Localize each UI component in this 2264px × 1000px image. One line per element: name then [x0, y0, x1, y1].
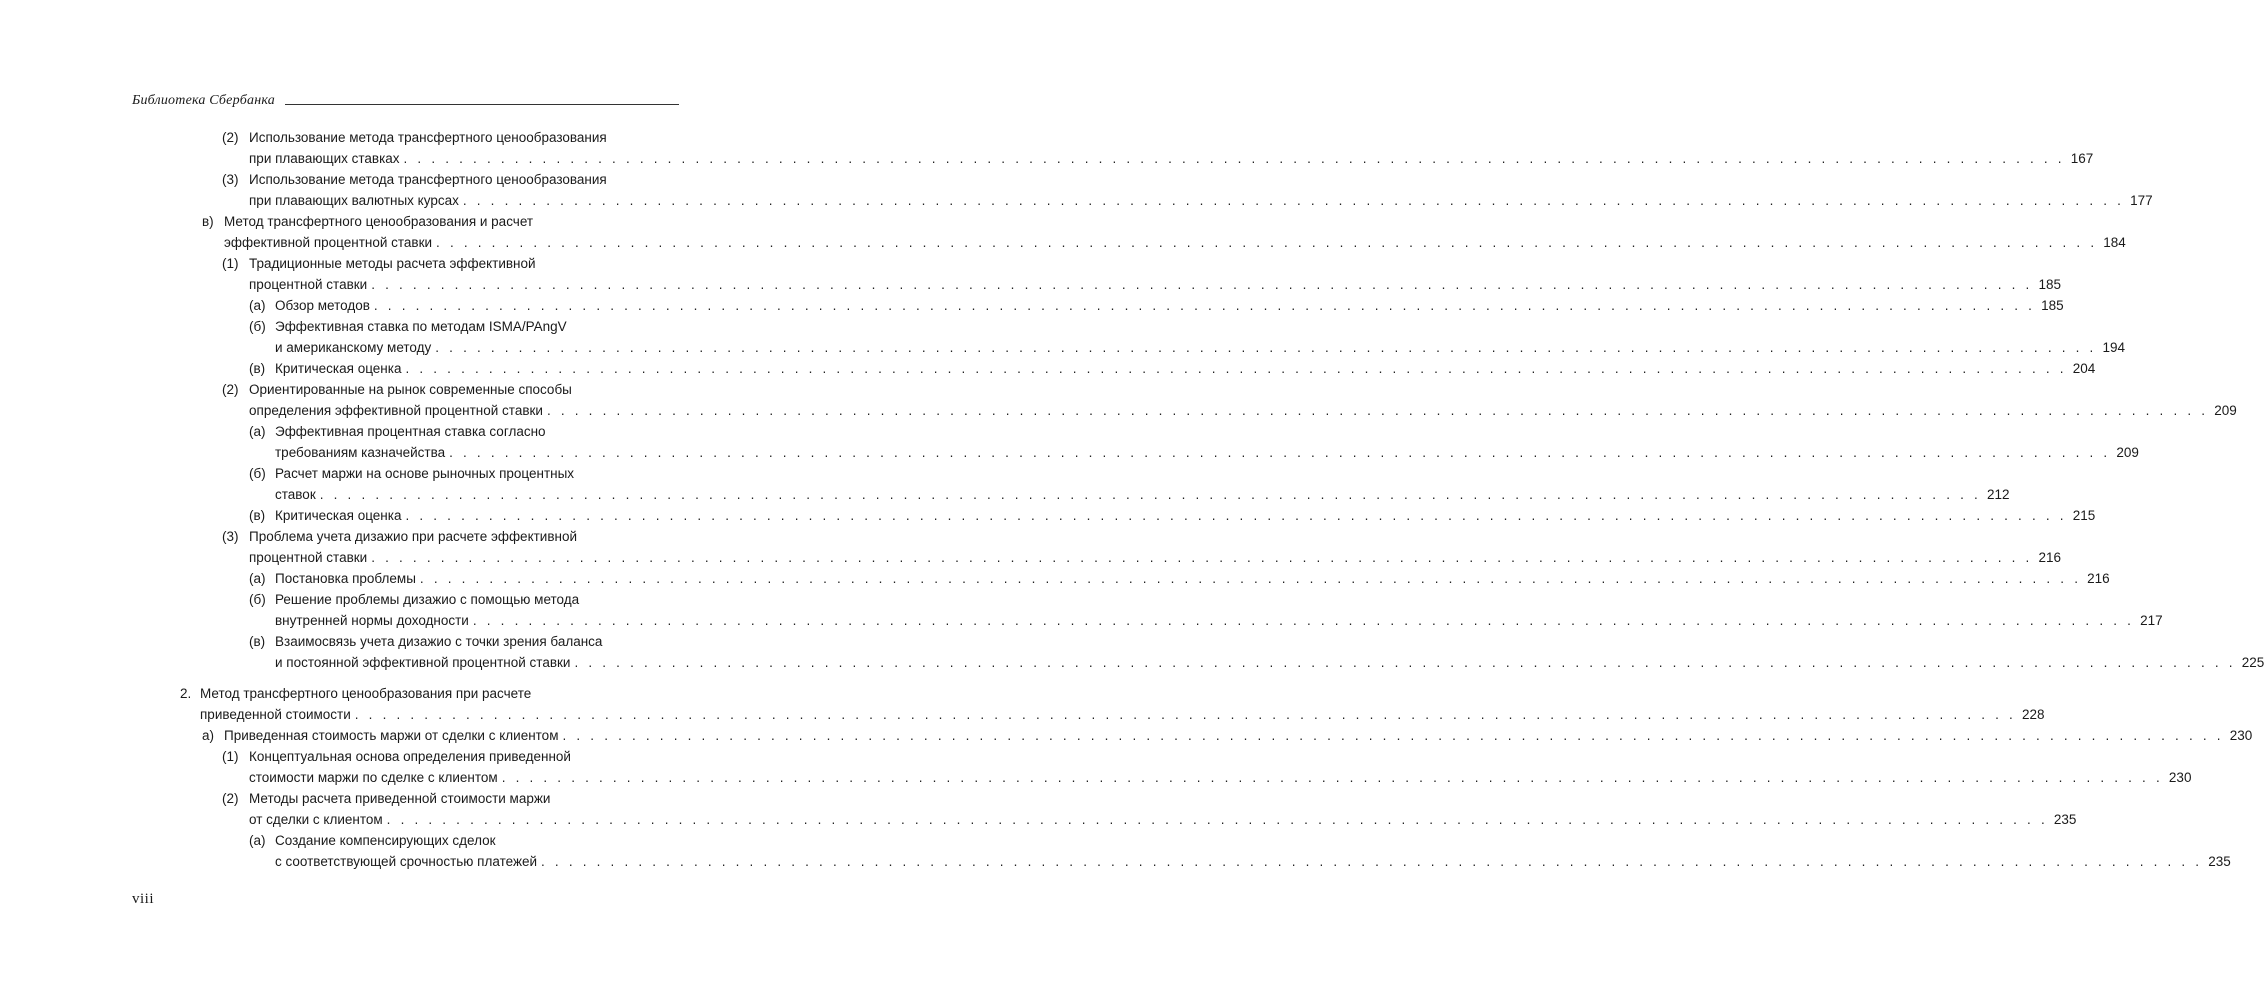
toc-entry[interactable]	[0, 526, 2061, 568]
toc-page-number: 225	[2241, 655, 2264, 670]
toc-entry[interactable]	[0, 127, 2094, 169]
toc-page-number: 185	[2038, 277, 2061, 292]
toc-entry-number: (1)	[222, 749, 239, 764]
toc-entry-title: и американскому методу	[275, 340, 432, 355]
toc-entry-title: и постоянной эффективной процентной ставки	[275, 655, 571, 670]
toc-page-number: 216	[2087, 571, 2110, 586]
toc-entry-title: Использование метода трансфертного ценообразования	[249, 130, 607, 145]
toc-entry-title: Метод трансфертного ценообразования при расчете	[200, 686, 532, 701]
toc-entry[interactable]	[0, 253, 2061, 295]
dot-leader: . . . . . . . . . . . . . . . . . . . . . . . . . . . . . . . . . . . . . . . . . . . . . . . . . . . . . . . . . . . . . . . . . . . . . . . . . . . . . . . . . . . . . . . . . . . . . . . . . . . . . . . . . . . . . . . . . . . . . . . .	[449, 445, 2111, 460]
toc-entry[interactable]	[0, 589, 2163, 631]
toc-entry[interactable]	[0, 316, 2126, 358]
toc-entry[interactable]	[0, 211, 2126, 253]
page-folio: viii	[132, 891, 155, 907]
toc-entry-number: 2.	[180, 686, 192, 701]
toc-entry-title: внутренней нормы доходности	[275, 613, 469, 628]
toc-entry-title: Концептуальная основа определения приведенной	[249, 749, 571, 764]
toc-entry-number: (а)	[249, 298, 266, 313]
dot-leader: . . . . . . . . . . . . . . . . . . . . . . . . . . . . . . . . . . . . . . . . . . . . . . . . . . . . . . . . . . . . . . . . . . . . . . . . . . . . . . . . . . . . . . . . . . . . . . . . . . . . . . . . . . . . . . . . . . . . . . . .	[541, 854, 2203, 869]
toc-page-number: 209	[2214, 403, 2237, 418]
dot-leader: . . . . . . . . . . . . . . . . . . . . . . . . . . . . . . . . . . . . . . . . . . . . . . . . . . . . . . . . . . . . . . . . . . . . . . . . . . . . . . . . . . . . . . . . . . . . . . . . . . . . . . . . . . . . . . . . . . . . . . . .	[436, 235, 2098, 250]
toc-entry[interactable]	[0, 421, 2139, 463]
toc-entry[interactable]	[0, 683, 2045, 725]
dot-leader: . . . . . . . . . . . . . . . . . . . . . . . . . . . . . . . . . . . . . . . . . . . . . . . . . . . . . . . . . . . . . . . . . . . . . . . . . . . . . . . . . . . . . . . . . . . . . . . . . . . . . . . . . . . . . . . . . . . . . . . .	[546, 403, 2209, 418]
toc-entry-number: (2)	[222, 382, 239, 397]
dot-leader: . . . . . . . . . . . . . . . . . . . . . . . . . . . . . . . . . . . . . . . . . . . . . . . . . . . . . . . . . . . . . . . . . . . . . . . . . . . . . . . . . . . . . . . . . . . . . . . . . . . . . . . . . . . . . . . . . . . . . . . .	[386, 812, 2048, 827]
toc-entry-title: стоимости маржи по сделке с клиентом	[249, 770, 498, 785]
toc-page-number: 185	[2041, 298, 2064, 313]
toc-entry-title: Эффективная процентная ставка согласно	[275, 424, 546, 439]
toc-page-number: 215	[2072, 508, 2096, 523]
dot-leader: . . . . . . . . . . . . . . . . . . . . . . . . . . . . . . . . . . . . . . . . . . . . . . . . . . . . . . . . . . . . . . . . . . . . . . . . . . . . . . . . . . . . . . . . . . . . . . . . . . . . . . . . . . . . . . . . . . . . . . . .	[562, 728, 2224, 743]
toc-entry-title: Постановка проблемы	[275, 571, 416, 586]
toc-entry-title: Обзор методов	[275, 298, 370, 313]
dot-leader: . . . . . . . . . . . . . . . . . . . . . . . . . . . . . . . . . . . . . . . . . . . . . . . . . . . . . . . . . . . . . . . . . . . . . . . . . . . . . . . . . . . . . . . . . . . . . . . . . . . . . . . . . . . . . . . . . . . . . . . .	[319, 487, 1981, 502]
dot-leader: . . . . . . . . . . . . . . . . . . . . . . . . . . . . . . . . . . . . . . . . . . . . . . . . . . . . . . . . . . . . . . . . . . . . . . . . . . . . . . . . . . . . . . . . . . . . . . . . . . . . . . . . . . . . . . . . . . . . . . . .	[435, 340, 2097, 355]
toc-entry-title: Методы расчета приведенной стоимости маржи	[249, 791, 551, 806]
toc-entry-number: (б)	[249, 592, 266, 607]
toc-entry-number: (б)	[249, 319, 266, 334]
toc-entry-title: требованиям казначейства	[275, 445, 446, 460]
dot-leader: . . . . . . . . . . . . . . . . . . . . . . . . . . . . . . . . . . . . . . . . . . . . . . . . . . . . . . . . . . . . . . . . . . . . . . . . . . . . . . . . . . . . . . . . . . . . . . . . . . . . . . . . . . . . . . . . . . . . . . . .	[354, 707, 2017, 722]
toc-entry[interactable]	[0, 830, 2231, 872]
toc-entry[interactable]	[0, 505, 2096, 526]
toc-entry-title: ставок	[275, 487, 316, 502]
toc-entry[interactable]	[0, 568, 2110, 589]
toc-page-number: 194	[2102, 340, 2126, 355]
toc-entry-title: Метод трансфертного ценообразования и расчет	[224, 214, 534, 229]
table-of-contents	[0, 127, 2264, 872]
toc-entry-number: (а)	[249, 424, 266, 439]
dot-leader: . . . . . . . . . . . . . . . . . . . . . . . . . . . . . . . . . . . . . . . . . . . . . . . . . . . . . . . . . . . . . . . . . . . . . . . . . . . . . . . . . . . . . . . . . . . . . . . . . . . . . . . . . . . . . . . . . . . . . . . .	[462, 193, 2125, 208]
toc-page-number: 235	[2208, 854, 2231, 869]
toc-page-number: 209	[2116, 445, 2139, 460]
toc-entry[interactable]	[0, 169, 2153, 211]
toc-entry-title: Традиционные методы расчета эффективной	[249, 256, 536, 271]
toc-entry-number: (в)	[249, 634, 266, 649]
toc-entry-title: Использование метода трансфертного ценообразования	[249, 172, 607, 187]
toc-entry-number: (в)	[249, 508, 266, 523]
toc-page-number: 235	[2053, 812, 2077, 827]
toc-page-number: 217	[2140, 613, 2163, 628]
toc-entry[interactable]	[0, 788, 2077, 830]
toc-entry-title: процентной ставки	[249, 550, 368, 565]
toc-entry[interactable]	[0, 379, 2237, 421]
dot-leader: . . . . . . . . . . . . . . . . . . . . . . . . . . . . . . . . . . . . . . . . . . . . . . . . . . . . . . . . . . . . . . . . . . . . . . . . . . . . . . . . . . . . . . . . . . . . . . . . . . . . . . . . . . . . . . . . . . . . . . . .	[574, 655, 2236, 670]
toc-entry-number: (б)	[249, 466, 266, 481]
toc-entry-title: Критическая оценка	[275, 508, 402, 523]
toc-page-number: 230	[2168, 770, 2192, 785]
dot-leader: . . . . . . . . . . . . . . . . . . . . . . . . . . . . . . . . . . . . . . . . . . . . . . . . . . . . . . . . . . . . . . . . . . . . . . . . . . . . . . . . . . . . . . . . . . . . . . . . . . . . . . . . . . . . . . . . . . . . . . . .	[405, 508, 2067, 523]
toc-entry-title: Проблема учета дизажио при расчете эффективной	[249, 529, 578, 544]
toc-entry-title: эффективной процентной ставки	[224, 235, 433, 250]
toc-entry-number: в)	[202, 214, 214, 229]
toc-entry-title: приведенной стоимости	[200, 707, 351, 722]
toc-entry-number: (2)	[222, 130, 239, 145]
header-rule	[285, 104, 679, 105]
dot-leader: . . . . . . . . . . . . . . . . . . . . . . . . . . . . . . . . . . . . . . . . . . . . . . . . . . . . . . . . . . . . . . . . . . . . . . . . . . . . . . . . . . . . . . . . . . . . . . . . . . . . . . . . . . . . . . . . . . . . . . . .	[472, 613, 2135, 628]
dot-leader: . . . . . . . . . . . . . . . . . . . . . . . . . . . . . . . . . . . . . . . . . . . . . . . . . . . . . . . . . . . . . . . . . . . . . . . . . . . . . . . . . . . . . . . . . . . . . . . . . . . . . . . . . . . . . . . . . . . . . . . .	[501, 770, 2163, 785]
toc-entry-title: Создание компенсирующих сделок	[275, 833, 496, 848]
header-title: Библиотека Сбербанка	[132, 93, 275, 108]
toc-entry-number: (в)	[249, 361, 266, 376]
toc-entry-title: при плавающих ставках	[249, 151, 400, 166]
toc-entry-title: процентной ставки	[249, 277, 368, 292]
toc-entry-title: Решение проблемы дизажио с помощью метода	[275, 592, 580, 607]
toc-entry[interactable]	[0, 746, 2192, 788]
toc-entry-number: (1)	[222, 256, 239, 271]
toc-entry[interactable]	[0, 358, 2096, 379]
toc-page-number: 204	[2072, 361, 2096, 376]
dot-leader: . . . . . . . . . . . . . . . . . . . . . . . . . . . . . . . . . . . . . . . . . . . . . . . . . . . . . . . . . . . . . . . . . . . . . . . . . . . . . . . . . . . . . . . . . . . . . . . . . . . . . . . . . . . . . . . . . . . . . . . .	[371, 277, 2033, 292]
toc-page-number: 216	[2038, 550, 2061, 565]
toc-page-number: 212	[1986, 487, 2010, 502]
toc-entry-number: (а)	[249, 571, 266, 586]
running-header	[132, 89, 679, 109]
toc-entry-title: Критическая оценка	[275, 361, 402, 376]
toc-entry-number: (3)	[222, 529, 239, 544]
toc-entry-title: при плавающих валютных курсах	[249, 193, 459, 208]
toc-entry-number: (а)	[249, 833, 266, 848]
toc-entry[interactable]	[0, 295, 2064, 316]
toc-entry[interactable]	[0, 463, 2010, 505]
dot-leader: . . . . . . . . . . . . . . . . . . . . . . . . . . . . . . . . . . . . . . . . . . . . . . . . . . . . . . . . . . . . . . . . . . . . . . . . . . . . . . . . . . . . . . . . . . . . . . . . . . . . . . . . . . . . . . . . . . . . . . . .	[373, 298, 2036, 313]
toc-page-number: 228	[2022, 707, 2045, 722]
toc-entry-title: Ориентированные на рынок современные способы	[249, 382, 572, 397]
toc-entry-title: Взаимосвязь учета дизажио с точки зрения баланса	[275, 634, 603, 649]
toc-entry-title: Приведенная стоимость маржи от сделки с клиентом	[224, 728, 559, 743]
dot-leader: . . . . . . . . . . . . . . . . . . . . . . . . . . . . . . . . . . . . . . . . . . . . . . . . . . . . . . . . . . . . . . . . . . . . . . . . . . . . . . . . . . . . . . . . . . . . . . . . . . . . . . . . . . . . . . . . . . . . . . . .	[403, 151, 2065, 166]
toc-entry-title: от сделки с клиентом	[249, 812, 383, 827]
toc-page-number: 230	[2229, 728, 2253, 743]
toc-entry-number: а)	[202, 728, 215, 743]
toc-entry-title: Эффективная ставка по методам ISMA/PAngV	[275, 319, 567, 334]
toc-page-number: 167	[2070, 151, 2094, 166]
toc-page-number: 177	[2130, 193, 2153, 208]
toc-entry-title: Расчет маржи на основе рыночных процентных	[275, 466, 575, 481]
toc-entry-title: определения эффективной процентной ставки	[249, 403, 543, 418]
toc-entry-title: с соответствующей срочностью платежей	[275, 854, 538, 869]
dot-leader: . . . . . . . . . . . . . . . . . . . . . . . . . . . . . . . . . . . . . . . . . . . . . . . . . . . . . . . . . . . . . . . . . . . . . . . . . . . . . . . . . . . . . . . . . . . . . . . . . . . . . . . . . . . . . . . . . . . . . . . .	[371, 550, 2033, 565]
dot-leader: . . . . . . . . . . . . . . . . . . . . . . . . . . . . . . . . . . . . . . . . . . . . . . . . . . . . . . . . . . . . . . . . . . . . . . . . . . . . . . . . . . . . . . . . . . . . . . . . . . . . . . . . . . . . . . . . . . . . . . . .	[405, 361, 2067, 376]
toc-entry-number: (3)	[222, 172, 239, 187]
toc-page-number: 184	[2103, 235, 2126, 250]
toc-entry[interactable]	[0, 725, 2253, 746]
toc-entry[interactable]	[0, 631, 2264, 673]
dot-leader: . . . . . . . . . . . . . . . . . . . . . . . . . . . . . . . . . . . . . . . . . . . . . . . . . . . . . . . . . . . . . . . . . . . . . . . . . . . . . . . . . . . . . . . . . . . . . . . . . . . . . . . . . . . . . . . . . . . . . . . .	[419, 571, 2082, 586]
toc-entry-number: (2)	[222, 791, 239, 806]
